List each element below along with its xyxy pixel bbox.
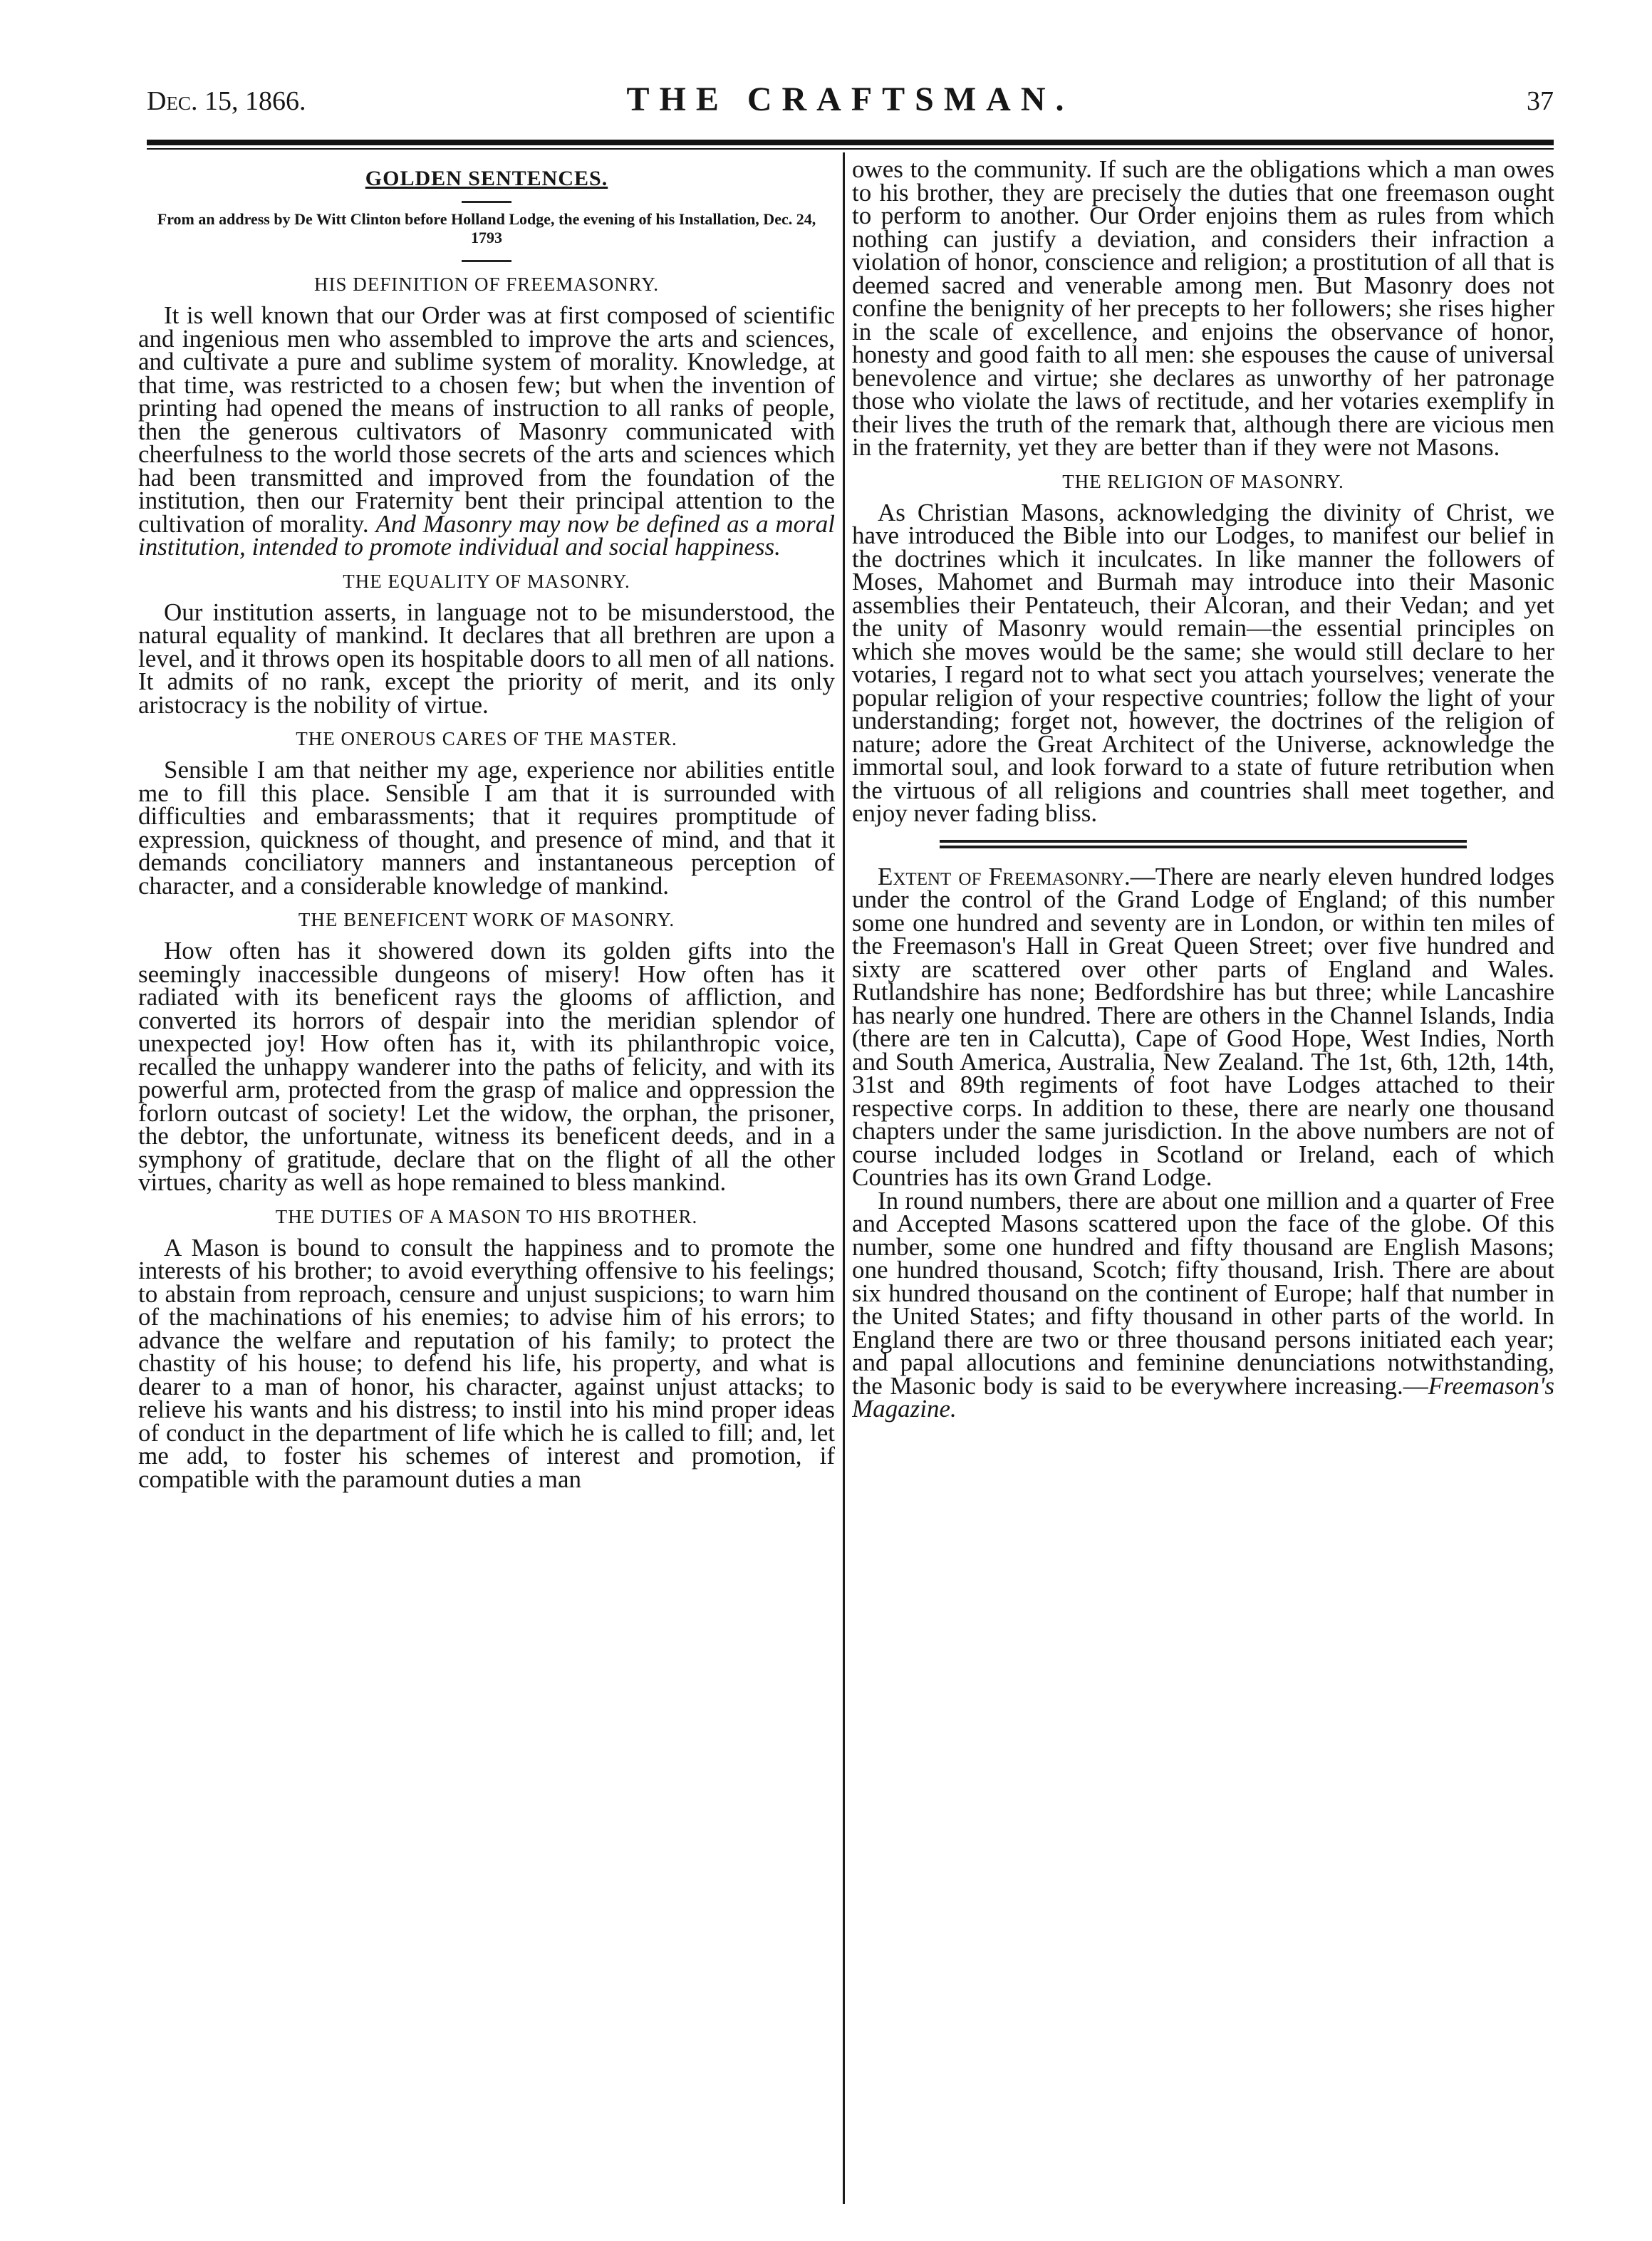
paragraph-text: It is well known that our Order was at first composed of scientific and ingenious men who assembled to improve the arts and sciences, and cultivate a pure and sublime system of morality. Knowledge, at that time, was restricted to a chosen few; but when the invention of printing had opened the means of instruction to all ranks of people, then the generous cultivators of Masonry communicated with cheerfulness to the world those secrets of the arts and sciences which had been transmitted and improved from the foundation of the institution, then our Fraternity bent their principal attention to the cultivation of morality. [138, 301, 835, 538]
section-paragraph-master: Sensible I am that neither my age, experience nor abilities entitle me to fill this place. Sensible I am that it is surrounded with difficulties and embarassments; that it requires promptitude of expression, quickness of thought, and presence of mind, and that it demands conciliatory manners and instantaneous perception of character, and a considerable knowledge of mankind. [138, 756, 835, 900]
issue-date: Dec. 15, 1866. [147, 86, 306, 116]
paragraph-text: —There are nearly eleven hundred lodges under the control of the Grand Lodge of England; of this number some one hundred and seventy are in London, or within ten miles of the Freemason's Hall in Great Queen Street; over five hundred and sixty are scattered over other parts of England and Wales. Rutlandshire has none; Bedfordshire has but three; while Lancashire has nearly one hundred. There are others in the Channel Islands, India (there are ten in Calcutta), Cape of Good Hope, West Indies, North and South America, Australia, New Zealand. The 1st, 6th, 12th, 14th, 31st and 89th regiments of foot have Lodges attached to their respective corps. In addition to these, there are nearly one thousand chapters under the same jurisdiction. In the above numbers are not of course included lodges in Scotland or Ireland, each of which Countries has its own Grand Lodge. [852, 862, 1554, 1191]
page-number: 37 [1527, 86, 1554, 116]
column-divider [843, 152, 845, 2204]
header-rule-thick [147, 140, 1554, 145]
section-heading-duties: THE DUTIES OF A MASON TO HIS BROTHER. [275, 1205, 698, 1227]
subtitle-rule [462, 260, 511, 262]
right-column [852, 158, 1554, 2213]
left-column [138, 158, 835, 2213]
section-paragraph-definition [138, 301, 835, 561]
continuation-paragraph: owes to the community. If such are the obligations which a man owes to his brother, they are precisely the duties that one freemason ought to perform to another. Our Order enjoins them as rules from which nothing can justify a deviation, and considers their infraction a violation of honor, conscience and religion; a prostitution of all that is deemed sacred and venerable among men. But Masonry does not confine the benignity of her precepts to her followers; she rises higher in the scale of excellence, and enjoins the observance of honor, honesty and good faith to all men: she espouses the cause of universal benevolence and virtue; she declares as unworthy of her patronage those who violate the laws of rectitude, and her votaries exemplify in their lives the truth of the remark that, although there are vicious men in the fraternity, yet they are better than if they were not Masons. [852, 158, 1554, 461]
masthead: THE CRAFTSMAN. [626, 80, 1074, 118]
section-heading-master: THE ONEROUS CARES OF THE MASTER. [296, 728, 677, 749]
extent-paragraph-2 [852, 1186, 1554, 1423]
title-rule [462, 201, 511, 203]
page-header [147, 80, 1554, 130]
section-heading-religion: THE RELIGION OF MASONRY. [1062, 470, 1344, 492]
paragraph-emphasis: And Masonry may now be defined as a moral institution, intended to promote individual and social happiness. [138, 509, 835, 561]
section-paragraph-beneficent: How often has it showered down its golden gifts into the seemingly inaccessible dungeons of misery! How often has it radiated with its beneficent rays the glooms of affliction, and converted its horrors of despair into the meridian splendor of unexpected joy! How often has it, with its philanthropic voice, recalled the unhappy wanderer into the paths of felicity, and with its powerful arm, protected from the grasp of malice and oppression the forlorn outcast of society! Let the widow, the orphan, the prisoner, the debtor, the unfortunate, witness its beneficent deeds, and in a symphony of gratitude, declare that on the flight of all the other virtues, charity as well as hope remained to bless mankind. [138, 937, 835, 1196]
extent-paragraph-1 [852, 862, 1554, 1191]
paragraph-text: In round numbers, there are about one million and a quarter of Free and Accepted Masons scattered upon the face of the globe. Of this number, some one hundred and fifty thousand are English Masons; one hundred thousand, Scotch; fifty thousand, Irish. There are about six hundred thousand on the continent of Europe; half that number in the United States; and fifty thousand in other parts of the world. In England there are two or three thousand persons initiated each year; and papal allocutions and feminine denunciations notwithstanding, the Masonic body is said to be everywhere increasing.— [852, 1186, 1554, 1400]
section-paragraph-equality: Our institution asserts, in language not to be misunderstood, the natural equality of mankind. It declares that all brethren are upon a level, and it throws open its hospitable doors to all men of all nations. It admits of no rank, except the priority of merit, and its only aristocracy is the nobility of virtue. [138, 598, 835, 719]
section-paragraph-duties: A Mason is bound to consult the happiness and to promote the interests of his brother; to avoid everything offensive to his feelings; to abstain from reproach, censure and unjust suspicions; to warn him of the machinations of his enemies; to advise him of his errors; to advance the welfare and reputation of his family; to protect the chastity of his house; to defend his life, his property, and what is dearer to a man of honor, his character, against unjust attacks; to relieve his wants and his distress; to instil into his mind proper ideas of conduct in the department of life which he is called to fill; and, let me add, to foster his schemes of interest and promotion, if compatible with the paramount duties a man [138, 1233, 835, 1493]
article-title: GOLDEN SENTENCES. [365, 167, 608, 190]
section-heading-definition: HIS DEFINITION OF FREEMASONRY. [313, 274, 660, 295]
section-heading-equality: THE EQUALITY OF MASONRY. [343, 570, 630, 592]
header-rule-thin [147, 148, 1554, 150]
article-subtitle: From an address by De Witt Clinton before Holland Lodge, the evening of his Installation, Dec. 24, 1793 [157, 210, 816, 246]
extent-runin-heading: Extent of Freemasonry. [878, 862, 1131, 890]
source-attribution: Freemason's Magazine. [852, 1371, 1554, 1423]
section-paragraph-religion: As Christian Masons, acknowledging the divinity of Christ, we have introduced the Bible into our Lodges, to manifest our belief in the doctrines which it inculcates. In like manner the followers of Moses, Mahomet and Burmah may introduce into their Masonic assemblies their Pentateuch, their Alcoran, and their Vedan; and yet the unity of Masonry would remain—the essential principles on which she moves would be the same; she would still declare to her votaries, I regard not to what sect you attach yourselves; venerate the popular religion of your respective countries; follow the light of your understanding; forget not, however, the doctrines of the religion of nature; adore the Great Architect of the Universe, acknowledge the immortal soul, and look forward to a state of future retribution when the virtuous of all religions and countries shall meet together, and enjoy never fading bliss. [852, 498, 1554, 827]
article-separator [940, 840, 1467, 848]
section-heading-beneficent: THE BENEFICENT WORK OF MASONRY. [298, 909, 675, 930]
